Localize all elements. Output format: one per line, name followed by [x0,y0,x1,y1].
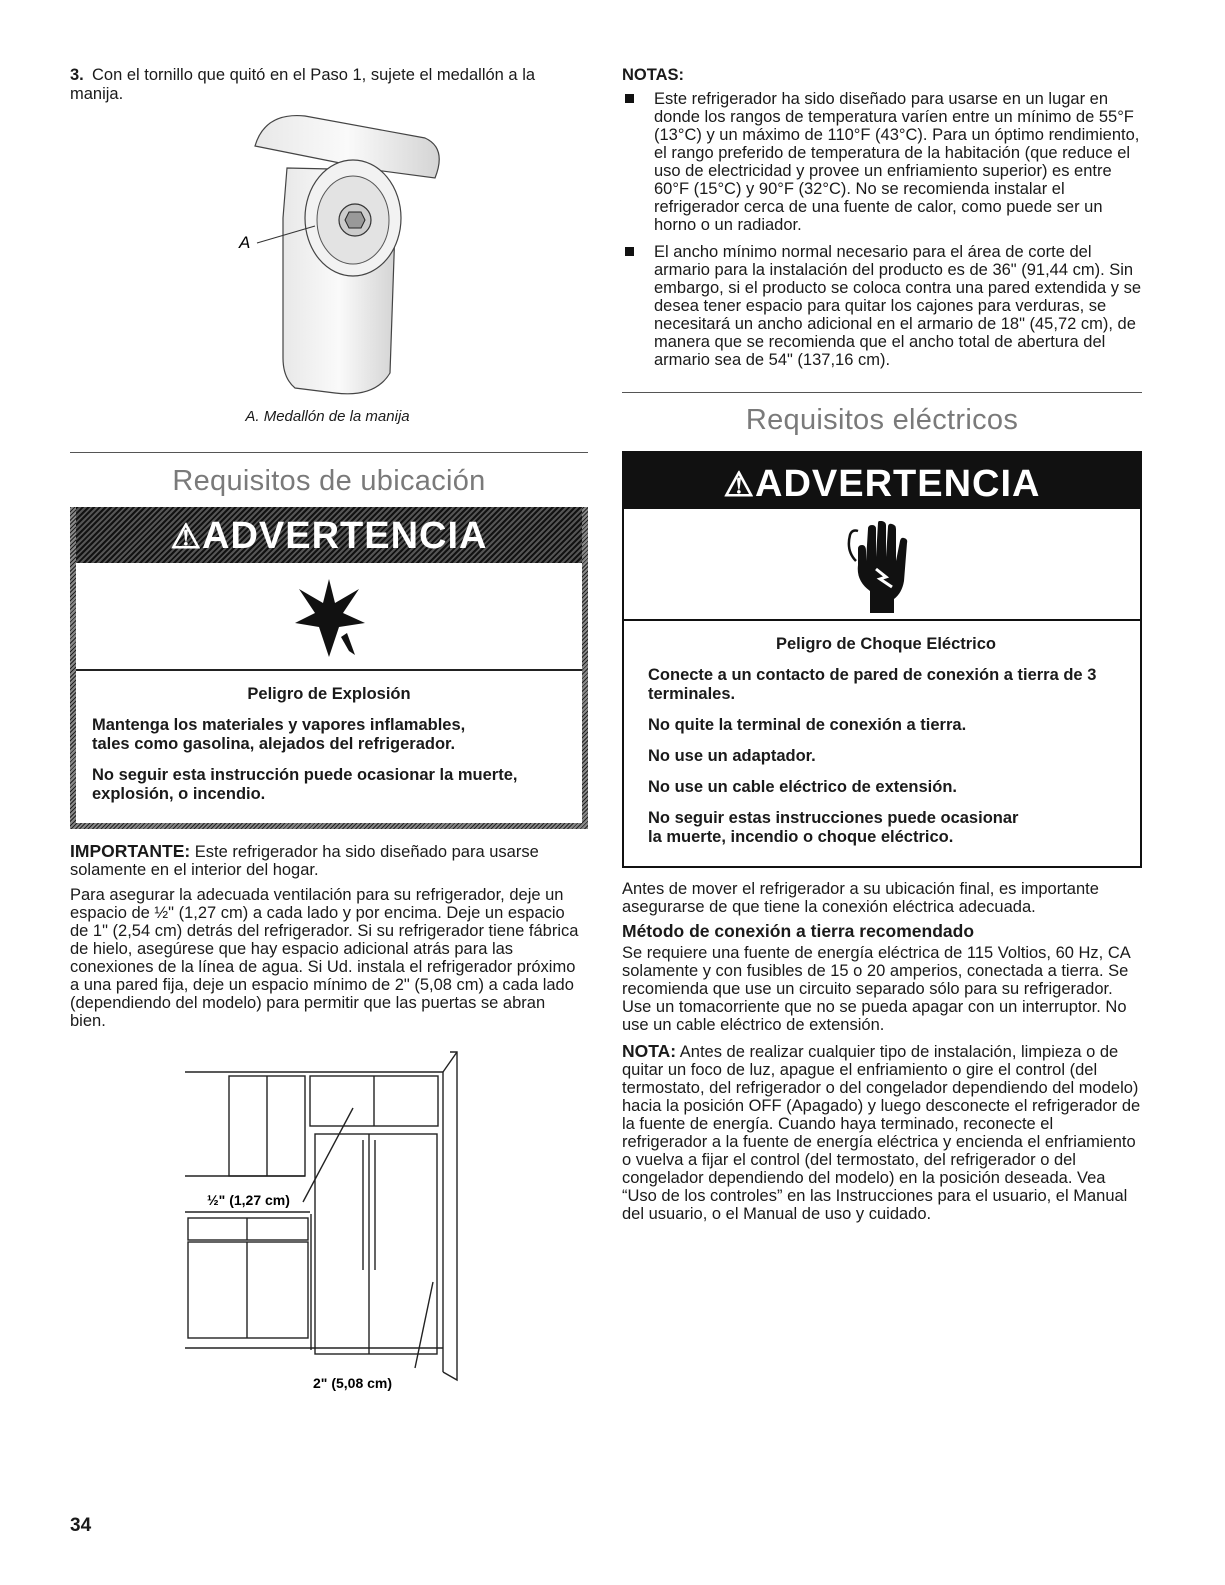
bullet-icon [625,247,634,256]
step-number: 3. [70,66,84,84]
warning-header: ⚠ADVERTENCIA [624,453,1140,509]
clearance-label-top: ½" (1,27 cm) [207,1192,290,1208]
method-paragraph: Se requiere una fuente de energía eléctrica de 115 Voltios, 60 Hz, CA solamente y con fusibles de 15 o 20 amperios, conectada a tierra. Se recomienda que use un circuito separado sólo para su refrigerador. Use un tomacorriente que no se pueda apagar con un interruptor. No use un cable eléctrico de extensión. [622,944,1130,1034]
note-item: El ancho mínimo normal necesario para el área de corte del armario para la instalación del producto es de 36" (91,44 cm). Sin embargo, si el producto se coloca contra una pared extendida y se desea tener espacio para quitar los cajones para verduras, se necesitará un ancho adicional en el armario de 18" (45,72 cm), de manera que se recomienda que el ancho total de abertura del armario sea de 54" (137,16 cm). [622,243,1142,369]
section-title-electrical: Requisitos eléctricos [745,404,1019,436]
figure-caption: A. Medallón de la manija [245,408,410,425]
page-number: 34 [70,1515,92,1536]
note-item: Este refrigerador ha sido diseñado para usarse en un lugar en donde los rangos de temperatura varíen entre un mínimo de 55°F (13°C) y un máximo de 110°F (43°C). Para un óptimo rendimiento, el rango preferido de temperatura de la habitación (que reduce el uso de electricidad y provee un enfriamiento superior) es entre 60°F (15°C) y 90°F (32°C). No se recomienda instalar el refrigerador cerca de una fuente de calor, como puede ser un horno o un radiador. [622,90,1142,234]
nota-label: NOTA: [622,1041,677,1061]
section-rule [622,392,1142,393]
cabinet-illustration [185,1050,475,1395]
warning-line-3: No use un adaptador. [648,747,816,765]
important-label: IMPORTANTE: [70,841,191,861]
notes-section [622,66,1142,378]
warning-header: ⚠ADVERTENCIA [76,507,582,563]
handle-medallion-figure [225,108,455,408]
warning-box-explosion [70,507,588,829]
warning-line-2: No seguir esta instrucción puede ocasionar la muerte, explosión, o incendio. [92,766,518,803]
section-rule [70,452,588,453]
important-paragraph: IMPORTANTE: Este refrigerador ha sido diseñado para usarse solamente en el interior del hogar. [70,841,539,879]
notes-title: NOTAS: [622,66,685,84]
step-text: Con el tornillo que quitó en el Paso 1, sujete el medallón a la manija. [70,66,536,103]
warning-title: Peligro de Choque Eléctrico [775,635,997,653]
step-3 [70,66,570,104]
method-subhead: Método de conexión a tierra recomendado [622,921,975,941]
intro-paragraph: Antes de mover el refrigerador a su ubicación final, es importante asegurarse de que tiene la conexión eléctrica adecuada. [622,880,1099,916]
cabinet-clearance-figure [185,1050,475,1395]
ventilation-paragraph: Para asegurar la adecuada ventilación para su refrigerador, deje un espacio de ½" (1,27 cm) a cada lado y por encima. Deje un espacio de 1" (2,54 cm) detrás del refrigerador. Si su refrigerador tiene fábrica de hielo, asegúrese que hay espacio adicional atrás para las conexiones de la línea de agua. Si Ud. instala el refrigerador próximo a una pared fija, deje un espacio mínimo de 2" (5,08 cm) a cada lado (dependiendo del modelo) para permitir que las puertas se abran bien. [70,886,579,1030]
warning-line-1: Mantenga los materiales y vapores inflamables, tales como gasolina, alejados del refrigerador. [92,716,466,753]
bullet-icon [625,94,634,103]
section-title-location: Requisitos de ubicación [172,465,486,497]
warning-line-1: Conecte a un contacto de pared de conexión a tierra de 3 terminales. [648,666,1097,703]
clearance-label-bottom: 2" (5,08 cm) [313,1375,393,1391]
nota-paragraph: NOTA: Antes de realizar cualquier tipo de instalación, limpieza o de quitar un foco de luz, apague el enfriamiento o gire el control (del termostato, del refrigerador o del congelador dependiendo del modelo) hacia la posición OFF (Apagado) y luego desconecte el refrigerador de la fuente de energía. Cuando haya terminado, reconecte el refrigerador a la fuente de energía eléctrica y encienda el enfriamiento o vuelva a fijar el control (del termostato, del refrigerador o del congelador dependiendo del modelo) en la posición deseada. Vea “Uso de los controles” en las Instrucciones para el usuario, el Manual del usuario, o el Manual de uso y cuidado. [622,1041,1141,1223]
warning-box-electric [622,451,1142,868]
warning-title: Peligro de Explosión [247,685,411,703]
handle-illustration [225,108,455,408]
warning-triangle-icon: ⚠ [723,466,755,504]
explosion-icon [289,577,369,659]
warning-line-5: No seguir estas instrucciones puede ocasionar la muerte, incendio o choque eléctrico. [648,809,1019,846]
notes-list [622,90,1142,369]
warning-line-2: No quite la terminal de conexión a tierra. [648,716,967,734]
warning-triangle-icon: ⚠ [170,518,202,556]
warning-line-4: No use un cable eléctrico de extensión. [648,778,958,796]
electric-shock-icon [846,521,916,613]
callout-a: A [239,233,251,252]
